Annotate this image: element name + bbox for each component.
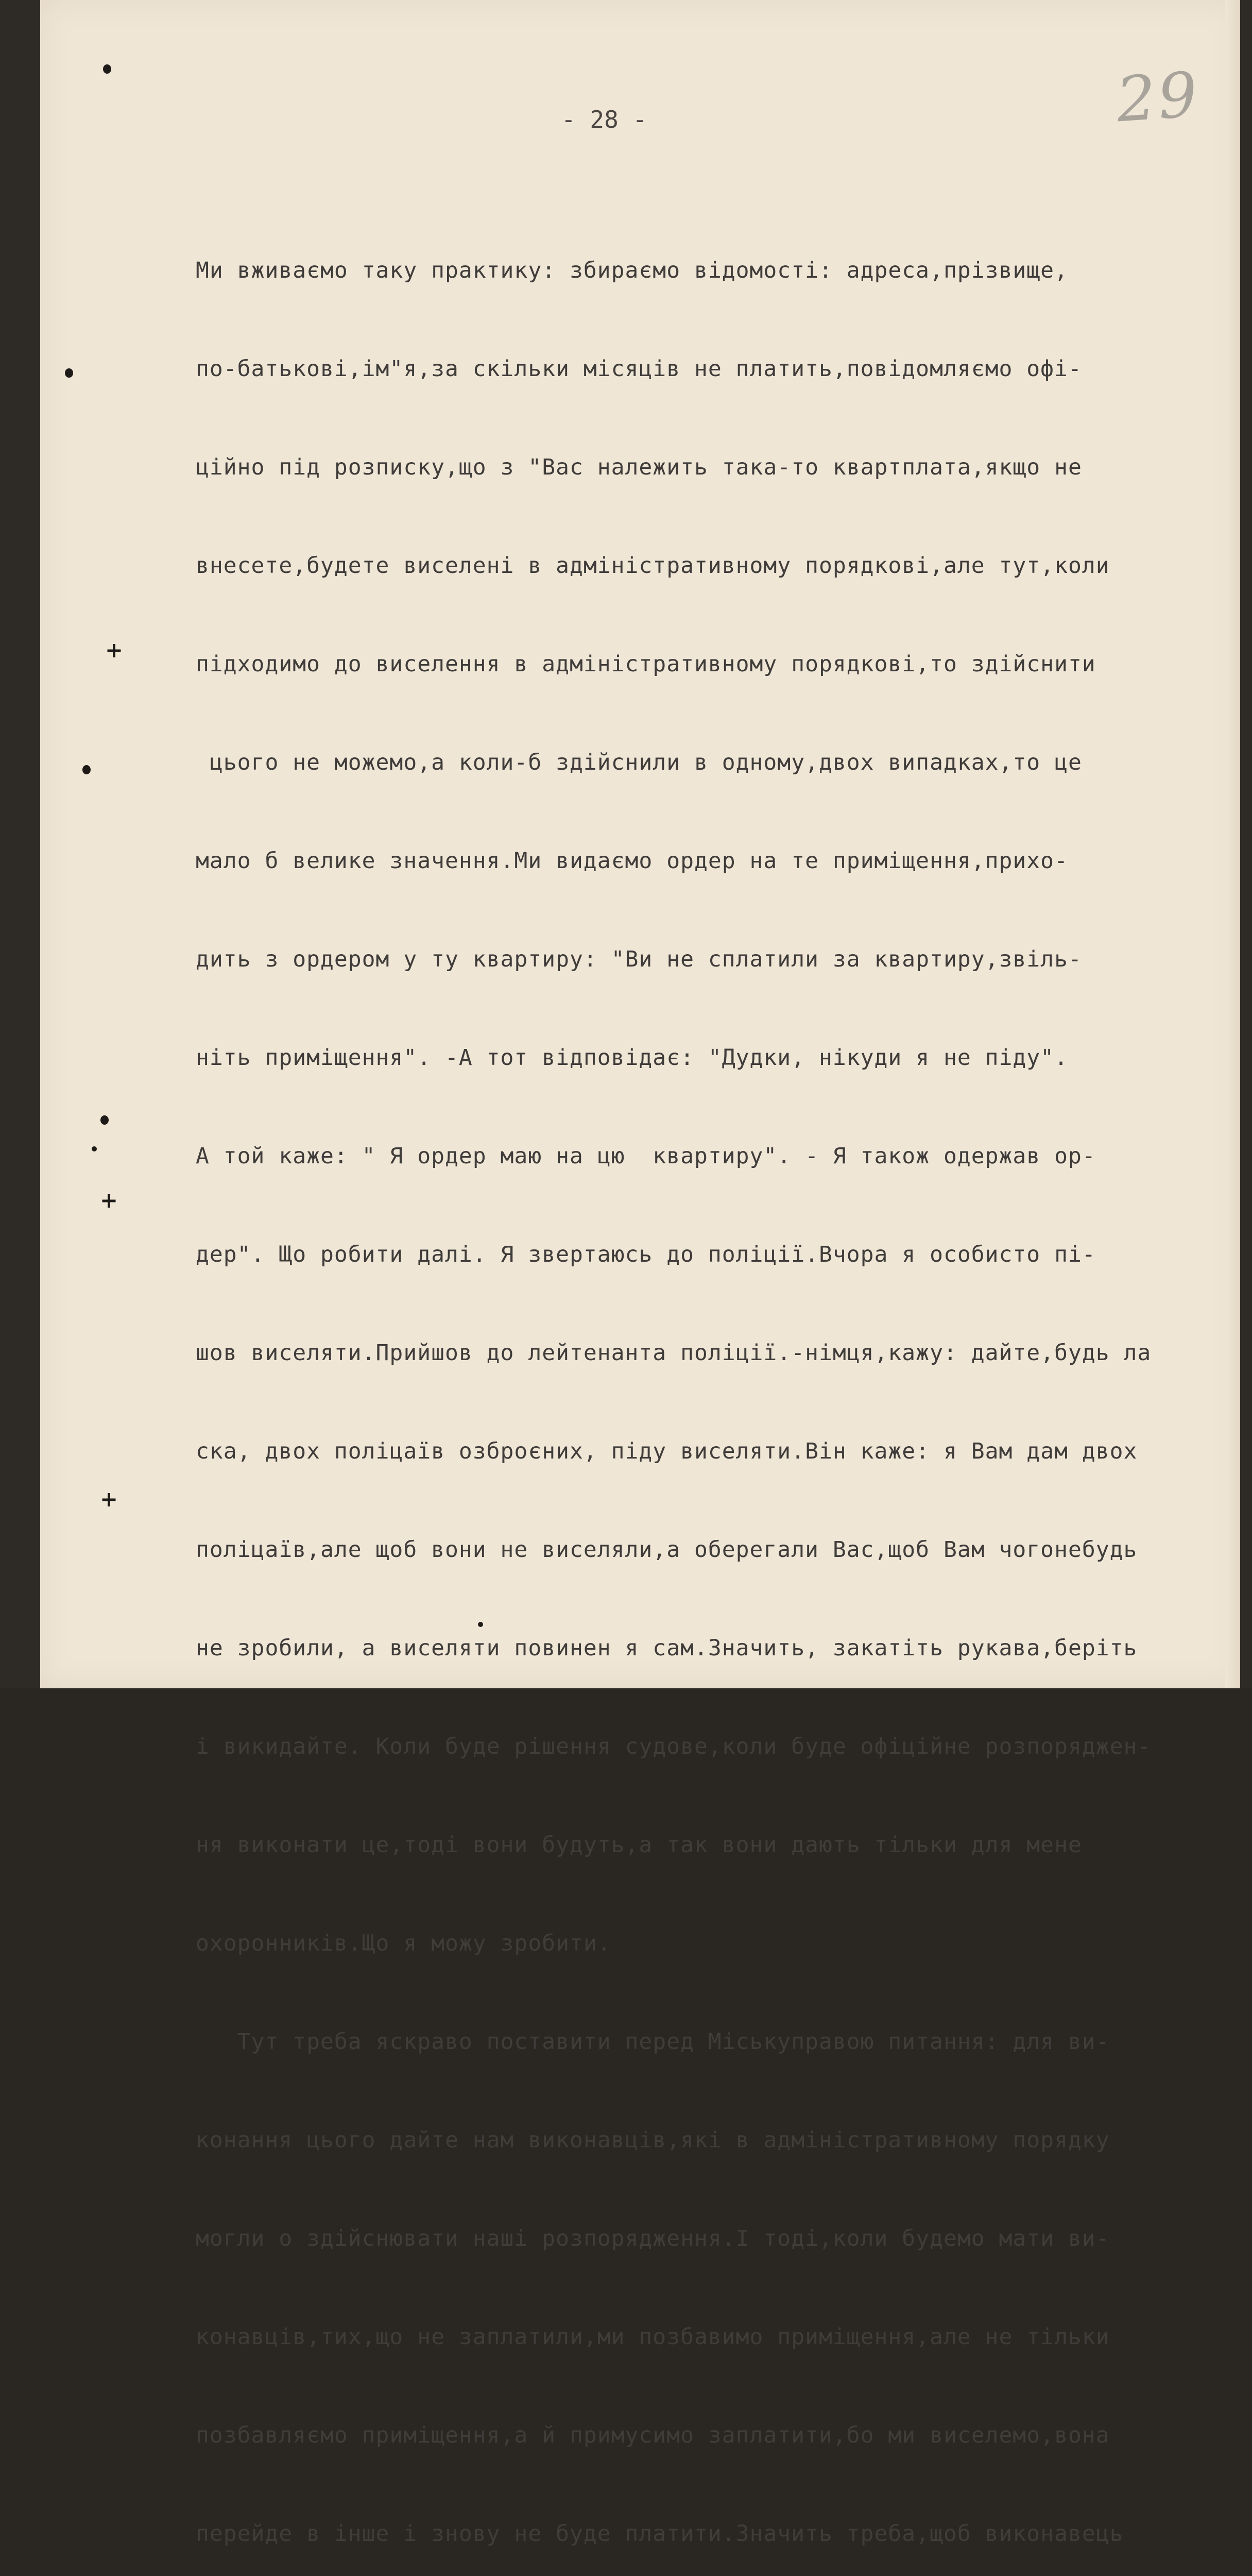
text-line: Тут треба яскраво поставити перед Міськуправою питання: для ви- <box>196 2029 1110 2055</box>
text-line: поліцаїв,але щоб вони не виселяли,а оберегали Вас,щоб Вам чогонебудь <box>196 1537 1138 1563</box>
text-line: не зробили, а виселяти повинен я сам.Значить, закатіть рукава,беріть <box>196 1635 1138 1661</box>
text-line: шов виселяти.Прийшов до лейтенанта поліції.-німця,кажу: дайте,будь ла <box>196 1340 1152 1366</box>
text-line: по-батькові,ім"я,за скільки місяців не платить,повідомляємо офі- <box>196 356 1082 382</box>
text-line: внесете,будете виселені в адміністративному порядкові,але тут,коли <box>196 553 1110 579</box>
text-line: конання цього дайте нам виконавців,які в адміністративному порядку <box>196 2127 1110 2153</box>
text-line: ня виконати це,тоді вони будуть,а так вони дають тільки для мене <box>196 1832 1082 1858</box>
text-line: могли о здійснювати наші розпорядження.І тоді,коли будемо мати ви- <box>196 2226 1110 2251</box>
punch-hole-mark <box>100 1115 109 1125</box>
page-number: - 28 - <box>561 106 647 133</box>
punch-hole-mark <box>107 644 121 657</box>
text-line: ційно під розписку,що з "Вас належить така-то квартплата,якщо не <box>196 454 1082 480</box>
text-line: конавців,тих,що не заплатили,ми позбавимо приміщення,але не тільки <box>196 2324 1110 2350</box>
text-line: А той каже: " Я ордер маю на цю квартиру". - Я також одержав ор- <box>196 1143 1096 1169</box>
text-line: і викидайте. Коли буде рішення судове,коли буде офіційне розпоряджен- <box>196 1734 1152 1759</box>
punch-hole-mark <box>103 64 111 74</box>
punch-hole-mark <box>82 765 91 774</box>
text-line: ска, двох поліцаїв озброєних, піду виселяти.Він каже: я Вам дам двох <box>196 1438 1138 1464</box>
text-line: охоронників.Що я можу зробити. <box>196 1930 611 1956</box>
text-line: позбавляємо приміщення,а й примусимо заплатити,бо ми виселемо,вона <box>196 2422 1110 2448</box>
text-line: дить з ордером у ту квартиру: "Ви не сплатили за квартиру,звіль- <box>196 946 1082 972</box>
text-line: мало б велике значення.Ми видаємо ордер на те приміщення,прихо- <box>196 848 1068 874</box>
archive-page-number: 29 <box>1114 59 1202 137</box>
punch-hole-mark <box>102 1493 115 1506</box>
typed-text <box>196 196 1226 2576</box>
text-line: підходимо до виселення в адміністративному порядкові,то здійснити <box>196 651 1096 677</box>
text-line: дер". Що робити далі. Я звертаюсь до поліції.Вчора я особисто пі- <box>196 1242 1096 1267</box>
text-line: перейде в інше і знову не буде платити.Значить треба,щоб виконавець <box>196 2521 1124 2547</box>
page-edge <box>1225 0 1240 1688</box>
text-line: цього не можемо,а коли-б здійснили в одному,двох випадках,то це <box>196 750 1082 775</box>
text-line: Ми вживаємо таку практику: збираємо відомості: адреса,прізвище, <box>196 258 1068 283</box>
punch-hole-mark <box>478 1622 483 1627</box>
punch-hole-mark <box>92 1146 97 1151</box>
text-line: ніть приміщення". -А тот відповідає: "Дудки, нікуди я не піду". <box>196 1045 1068 1071</box>
punch-hole-mark <box>65 368 73 378</box>
punch-hole-mark <box>102 1194 115 1208</box>
